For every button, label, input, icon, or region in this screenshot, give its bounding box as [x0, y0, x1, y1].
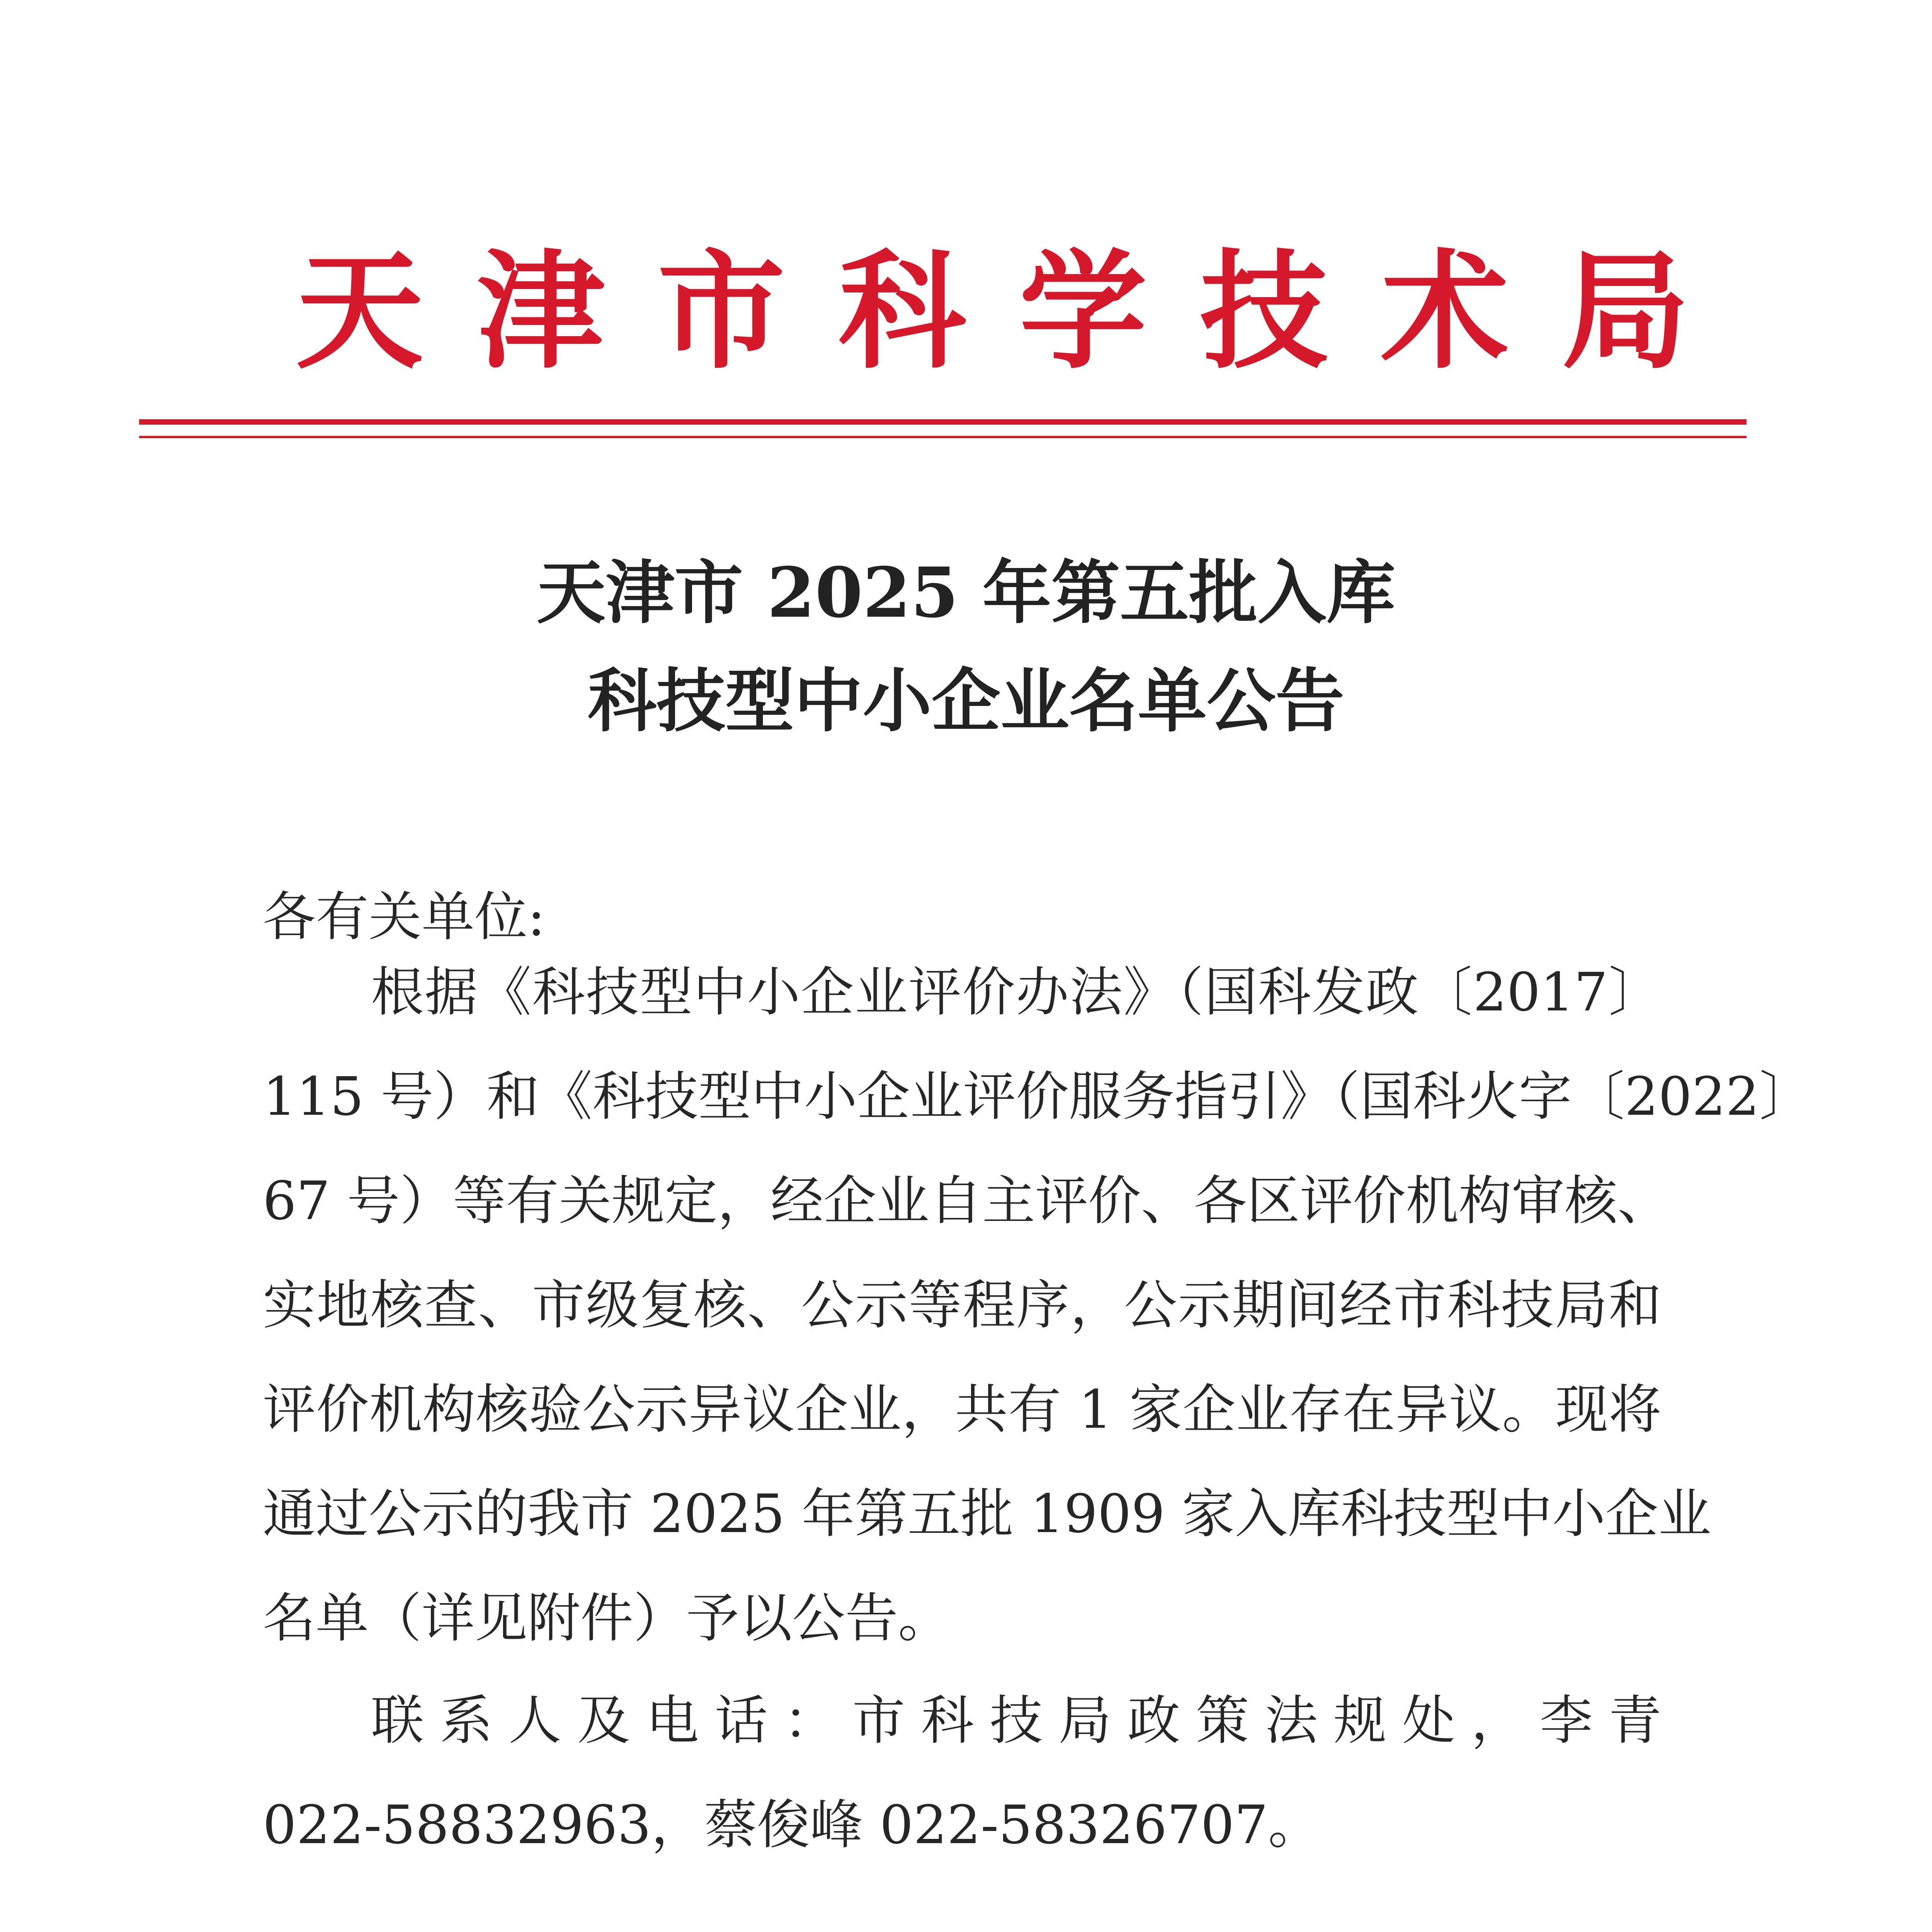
contact-line: 联系人及电话：市科技局政策法规处，李青: [371, 1690, 1662, 1752]
contact-line: 022-58832963，蔡俊峰 022-58326707。: [263, 1794, 1321, 1856]
masthead-rule-thin: [139, 436, 1747, 438]
paragraph-line: 通过公示的我市 2025 年第五批 1909 家入库科技型中小企业: [263, 1483, 1711, 1545]
paragraph-line: 实地核查、市级复核、公示等程序，公示期间经市科技局和: [263, 1275, 1662, 1336]
document-title-line-1: 天津市 2025 年第五批入库: [537, 552, 1395, 633]
paragraph-line: 67 号）等有关规定，经企业自主评价、各区评价机构审核、: [263, 1170, 1670, 1232]
salutation: 各有关单位:: [263, 886, 546, 948]
paragraph-line: 评价机构核验公示异议企业，共有 1 家企业存在异议。现将: [263, 1379, 1662, 1440]
agency-masthead: 天津市科学技术局: [296, 236, 1743, 386]
masthead-rule-thick: [139, 419, 1747, 425]
paragraph-line: 115 号）和《科技型中小企业评价服务指引》（国科火字〔2022〕: [263, 1066, 1813, 1128]
paragraph-line: 名单（详见附件）予以公告。: [263, 1588, 951, 1649]
document-title-line-2: 科技型中小企业名单公告: [588, 660, 1344, 741]
paragraph-line: 根据《科技型中小企业评价办法》（国科发政〔2017〕: [371, 962, 1662, 1023]
